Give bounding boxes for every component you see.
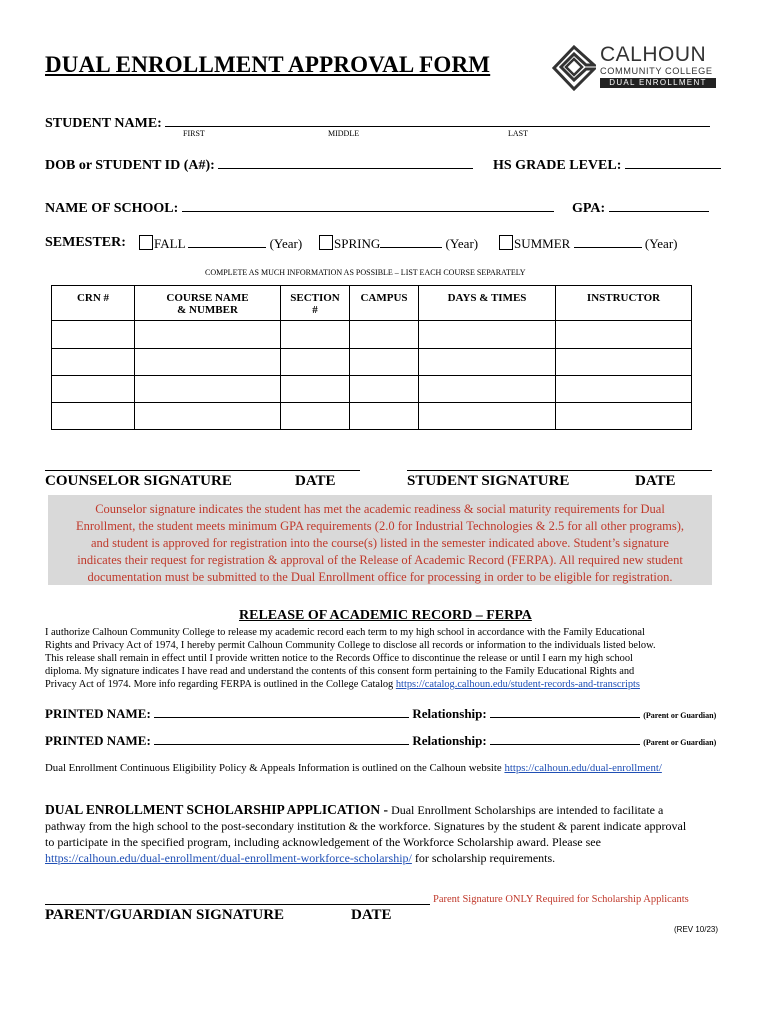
table-cell[interactable] — [556, 349, 692, 376]
relationship-label: Relationship: — [412, 733, 487, 748]
table-cell[interactable] — [52, 376, 135, 403]
catalog-link[interactable]: https://catalog.calhoun.edu/student-records-and-transcripts — [395, 679, 640, 690]
school-label: NAME OF SCHOOL: — [45, 201, 179, 216]
printed-name-row-1 — [45, 705, 716, 722]
parent-signature-label: PARENT/GUARDIAN SIGNATURE — [45, 907, 285, 923]
note-line: documentation must be submitted to the Dual Enrollment office for processing in order to be eligible for registration. — [87, 570, 673, 584]
section-header — [281, 286, 350, 321]
scholarship-link[interactable]: https://calhoun.edu/dual-enrollment/dual-enrollment-workforce-scholarship/ — [45, 851, 412, 865]
spring-year-caption: (Year) — [445, 236, 479, 251]
relationship-field[interactable] — [490, 705, 640, 718]
student-name-field[interactable] — [165, 114, 710, 127]
fall-label: FALL — [154, 236, 186, 251]
table-header-row — [52, 286, 692, 321]
grade-row — [493, 156, 721, 174]
scholarship-line2: pathway from the high school to the post-secondary institution & the workforce. Signatures by the student & parent indicate approval — [45, 819, 687, 833]
table-row — [52, 403, 692, 430]
spring-label: SPRING — [334, 236, 381, 251]
student-signature-label: STUDENT SIGNATURE — [407, 473, 570, 489]
table-cell[interactable] — [419, 403, 556, 430]
counselor-note-box — [48, 495, 712, 585]
summer-checkbox[interactable] — [499, 235, 513, 250]
logo-college-text: COMMUNITY COLLEGE — [600, 66, 713, 76]
table-cell[interactable] — [52, 321, 135, 349]
table-cell[interactable] — [281, 376, 350, 403]
table-cell[interactable] — [419, 376, 556, 403]
first-caption: FIRST — [183, 129, 205, 138]
parent-signature-note: Parent Signature ONLY Required for Scholarship Applicants — [433, 894, 689, 905]
summer-year-field[interactable] — [574, 235, 642, 248]
school-row — [45, 199, 554, 217]
counselor-signature-label: COUNSELOR SIGNATURE — [45, 473, 232, 489]
table-cell[interactable] — [281, 321, 350, 349]
dob-field[interactable] — [218, 156, 473, 169]
parent-date-label: DATE — [351, 907, 392, 923]
table-row — [52, 321, 692, 349]
table-cell[interactable] — [556, 403, 692, 430]
scholarship-heading: DUAL ENROLLMENT SCHOLARSHIP APPLICATION - — [45, 802, 389, 817]
table-cell[interactable] — [52, 403, 135, 430]
ferpa-line: Privacy Act of 1974. More info regarding FERPA is outlined in the College Catalog — [45, 679, 394, 690]
course-table — [51, 285, 692, 430]
student-name-label: STUDENT NAME: — [45, 116, 162, 131]
table-cell[interactable] — [281, 349, 350, 376]
table-note: COMPLETE AS MUCH INFORMATION AS POSSIBLE – LIST EACH COURSE SEPARATELY — [205, 268, 526, 277]
ferpa-line: Rights and Privacy Act of 1974, I hereby permit Calhoun Community College to disclose all records or information to the individuals listed below. — [45, 640, 656, 651]
table-cell[interactable] — [281, 403, 350, 430]
table-cell[interactable] — [350, 321, 419, 349]
course-header-line2: & NUMBER — [177, 304, 238, 316]
logo-calhoun-text: CALHOUN — [600, 43, 707, 66]
revision-label: (REV 10/23) — [674, 925, 719, 934]
counselor-signature-line[interactable] — [45, 470, 360, 471]
spring-checkbox[interactable] — [319, 235, 333, 250]
summer-year-caption: (Year) — [644, 236, 678, 251]
dob-row — [45, 156, 473, 174]
crn-header: CRN # — [52, 286, 135, 321]
summer-label: SUMMER — [514, 236, 571, 251]
gpa-row — [572, 199, 709, 217]
spring-year-field[interactable] — [380, 235, 442, 248]
table-cell[interactable] — [135, 376, 281, 403]
table-cell[interactable] — [350, 349, 419, 376]
parent-guardian-caption: (Parent or Guardian) — [643, 738, 717, 747]
fall-checkbox[interactable] — [139, 235, 153, 250]
table-cell[interactable] — [350, 376, 419, 403]
note-line: and student is approved for registration into the course(s) listed in the semester indicated above. Student’s signature — [91, 536, 669, 550]
fall-year-caption: (Year) — [269, 236, 303, 251]
student-date-label: DATE — [635, 473, 676, 489]
table-row — [52, 349, 692, 376]
logo-dual-enrollment-text: DUAL ENROLLMENT — [600, 78, 716, 88]
course-header-line1: COURSE NAME — [166, 292, 249, 304]
dual-enrollment-link[interactable]: https://calhoun.edu/dual-enrollment/ — [504, 762, 662, 774]
table-cell[interactable] — [135, 349, 281, 376]
table-cell[interactable] — [350, 403, 419, 430]
table-cell[interactable] — [556, 376, 692, 403]
grade-label: HS GRADE LEVEL: — [493, 158, 622, 173]
calhoun-logo — [552, 45, 722, 91]
printed-name-label: PRINTED NAME: — [45, 706, 151, 721]
table-cell[interactable] — [419, 321, 556, 349]
parent-signature-line[interactable] — [45, 904, 430, 905]
gpa-field[interactable] — [609, 199, 709, 212]
table-cell[interactable] — [419, 349, 556, 376]
section-header-line2: # — [312, 304, 318, 316]
printed-name-field[interactable] — [154, 705, 409, 718]
last-caption: LAST — [508, 129, 528, 138]
school-field[interactable] — [182, 199, 554, 212]
relationship-field[interactable] — [490, 732, 640, 745]
calhoun-c-logo-icon — [552, 45, 596, 91]
relationship-label: Relationship: — [412, 706, 487, 721]
campus-header: CAMPUS — [350, 286, 419, 321]
form-title: DUAL ENROLLMENT APPROVAL FORM — [45, 52, 491, 77]
dob-label: DOB or STUDENT ID (A#): — [45, 158, 215, 173]
table-cell[interactable] — [556, 321, 692, 349]
course-header — [135, 286, 281, 321]
student-name-row — [45, 114, 710, 132]
table-cell[interactable] — [135, 321, 281, 349]
semester-fall — [139, 235, 302, 252]
scholarship-line1: Dual Enrollment Scholarships are intended to facilitate a — [388, 803, 664, 817]
fall-year-field[interactable] — [188, 235, 266, 248]
counselor-date-label: DATE — [295, 473, 336, 489]
printed-name-label: PRINTED NAME: — [45, 733, 151, 748]
ferpa-line: diploma. My signature indicates I have read and understand the contents of this consent form pertaining to the Family Educational Rights and — [45, 666, 635, 677]
ferpa-line: This release shall remain in effect until I provide written notice to the Records Office to discontinue the release or until I earn my high school — [45, 653, 633, 664]
grade-field[interactable] — [625, 156, 721, 169]
scholarship-section — [45, 802, 735, 866]
policy-text: Dual Enrollment Continuous Eligibility Policy & Appeals Information is outlined on the Calhoun website — [45, 762, 502, 774]
parent-guardian-caption: (Parent or Guardian) — [643, 711, 717, 720]
table-cell[interactable] — [135, 403, 281, 430]
gpa-label: GPA: — [572, 201, 606, 216]
section-header-line1: SECTION — [290, 292, 340, 304]
policy-line — [45, 762, 662, 774]
semester-label: SEMESTER: — [45, 235, 126, 250]
ferpa-line: I authorize Calhoun Community College to release my academic record each term to my high school in accordance with the Family Educational — [45, 627, 645, 638]
printed-name-row-2 — [45, 732, 716, 749]
ferpa-heading: RELEASE OF ACADEMIC RECORD – FERPA — [239, 608, 532, 623]
scholarship-line4: for scholarship requirements. — [411, 851, 556, 865]
table-cell[interactable] — [52, 349, 135, 376]
semester-summer — [499, 235, 677, 252]
middle-caption: MIDDLE — [328, 129, 360, 138]
counselor-note-text — [48, 495, 712, 586]
table-row — [52, 376, 692, 403]
note-line: Enrollment, the student meets minimum GPA requirements (2.0 for Industrial Technologies & 2.5 for all other programs), — [75, 519, 685, 533]
student-signature-line[interactable] — [407, 470, 712, 471]
note-line: Counselor signature indicates the student has met the academic readiness & social maturity requirements for Dual — [95, 502, 665, 516]
instructor-header: INSTRUCTOR — [556, 286, 692, 321]
note-line: indicates their request for registration & approval of the Release of Academic Record (FERPA). All required new student — [77, 553, 683, 567]
printed-name-field[interactable] — [154, 732, 409, 745]
days-header: DAYS & TIMES — [419, 286, 556, 321]
ferpa-paragraph — [45, 626, 656, 691]
semester-spring — [319, 235, 478, 252]
scholarship-line3: to participate in the specified program, including acknowledgement of the Workforce Scholarship award. Please see — [45, 835, 601, 849]
